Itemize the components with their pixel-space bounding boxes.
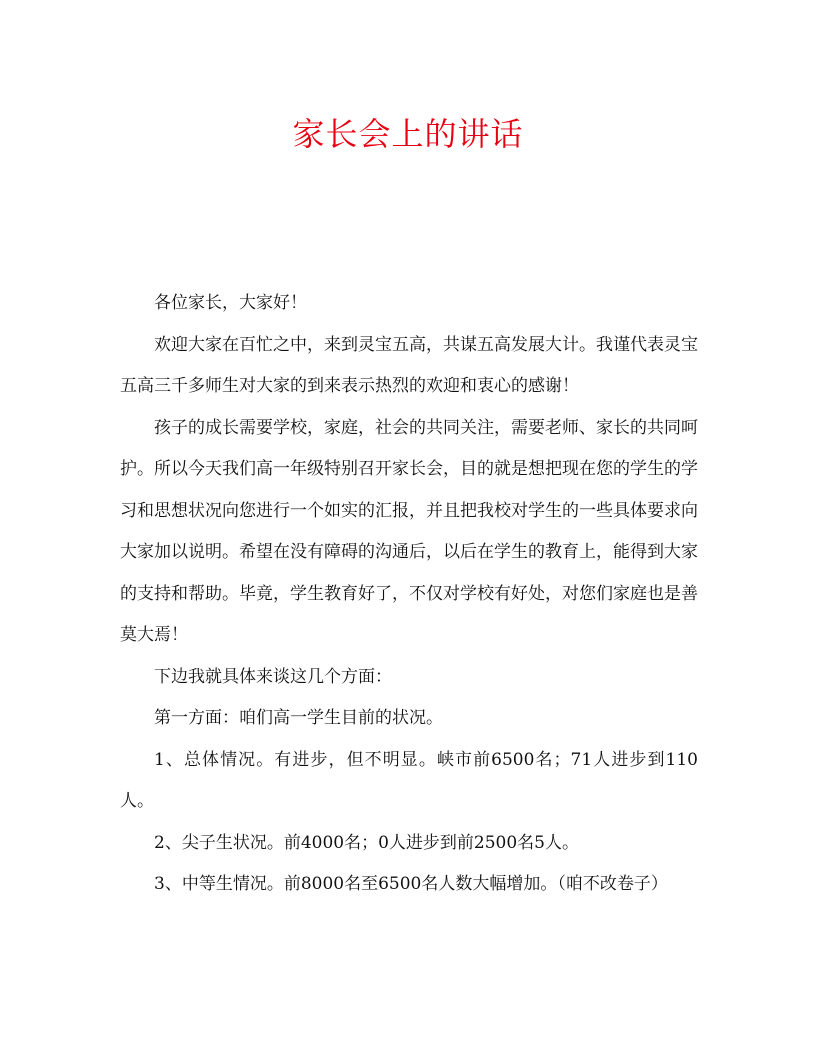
paragraph-purpose: 孩子的成长需要学校，家庭，社会的共同关注，需要老师、家长的共同呵护。所以今天我们高一年级特别召开家长会，目的就是想把现在您的学生的学习和思想状况向您进行一个如实的汇报，并且把我校对学生的一些具体要求向大家加以说明。希望在没有障碍的沟通后，以后在学生的教育上，能得到大家的支持和帮助。毕竟，学生教育好了，不仅对学校有好处，对您们家庭也是善莫大焉！: [120, 417, 698, 645]
paragraph-intro: 下边我就具体来谈这几个方面：: [154, 666, 392, 687]
paragraph-section-one: 第一方面：咱们高一学生目前的状况。: [154, 708, 443, 728]
paragraph-item-2: 2、尖子生状况。前4000名；0人进步到前2500名5人。: [154, 832, 579, 853]
paragraph-greeting: 各位家长，大家好！: [154, 293, 307, 313]
paragraph-welcome: 欢迎大家在百忙之中，来到灵宝五高，共谋五高发展大计。我谨代表灵宝五高三千多师生对大家的到来表示热烈的欢迎和衷心的感谢！: [120, 334, 698, 396]
document-body: [120, 283, 698, 906]
paragraph-item-3: 3、中等生情况。前8000名至6500名人数大幅增加。（咱不改卷子）: [154, 874, 668, 894]
document-title: 家长会上的讲话: [292, 115, 524, 153]
paragraph-item-1: 1、总体情况。有进步，但不明显。峡市前6500名；71人进步到110人。: [120, 749, 698, 811]
